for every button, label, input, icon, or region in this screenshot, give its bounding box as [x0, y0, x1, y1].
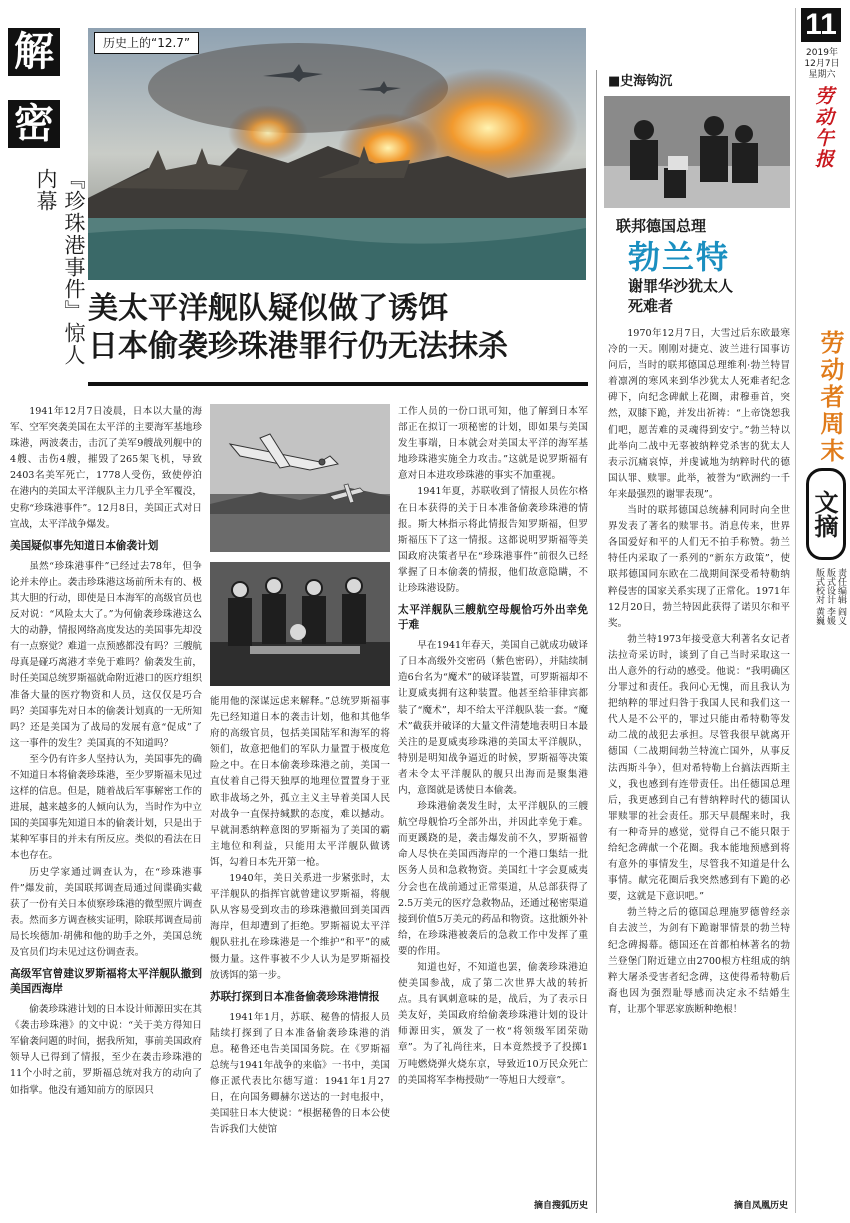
sidebar-para-4: 勃兰特之后的德国总理施罗德曾经亲自去波兰，为剑有下跪谢罪情景的勃兰特纪念碑揭幕。德国还在首都柏林著名的勃兰登堡门附近建立由2700根方柱组成的纳粹大屠杀受害者纪念碑，这使得希特勒后裔也因为强烈耻辱感而决定永不结婚生育，让那个罪恶家族断种绝根！	[608, 907, 790, 1015]
badge-mi: 密	[8, 100, 60, 148]
brandt-photo	[604, 96, 790, 208]
credit-proof: 版式校对 黄巍	[814, 568, 824, 625]
col3-para-2: 1941年夏，苏联收到了情报人员佐尔格在日本获得的关于日本准备偷袭珍珠港的情报。斯大林指示将此情报告知罗斯福，但罗斯福压下了这一情报。这都说明罗斯福等美国政府决策者早在“珍珠港事件”前很久已经掌握了日本偷袭的情报，他们故意隐瞒，不让珍珠港设防。	[398, 486, 588, 595]
col1-subhead-2: 高级军官曾建议罗斯福将太平洋舰队撤到美国西海岸	[10, 968, 202, 996]
sidebar-name: 勃兰特	[628, 238, 731, 276]
col1-para-4: 历史学家通过调查认为，在“珍珠港事件”爆发前，美国联邦调查局通过间谍确实截获了一份有关日本侦察珍珠港的微型照片调查表。然而多方调查核实证明，除联邦调查局前局长埃德加·胡佛和他的助手之外，美国总统及官员们均未见过这份调查表。	[10, 866, 202, 958]
headline-line-2: 日本偷袭珍珠港罪行仍无法抹杀	[88, 329, 508, 364]
staff-credits	[806, 568, 846, 648]
sidebar-kicker: 联邦德国总理	[616, 217, 707, 235]
sidebar-para-3: 勃兰特1973年接受意大利著名女记者法拉奇采访时，谈到了自己当时采取这一出人意外的行动的感受。他说：“我明确区分罪过和责任。我问心无愧，而且我认为把纳粹的罪过归咎于我国人民和我们这一代人是不公平的，罪过只能由希特勒等发动二战的战犯去承担。尽管我很早就离开德国（二战期间勃兰特流亡国外，从事反法西斯斗争），但对希特勒上台搞法西斯主义，我也感到有连带责任。出任德国总理后，我更感到自己有替纳粹时代的德国认罪赎罪的社会责任。那天早晨醒来时，我有一种奇异的感觉，觉得自己不能只限于给纪念碑献一个花圈。我本能地预感到将有意外的事情发生，尽管我不知道是什么事情。献完花圈后我突然感到有下跪的必要，这就是下意识吧。”	[608, 633, 790, 903]
aircraft-photo	[210, 404, 390, 552]
feature-col-2	[210, 694, 390, 1214]
signing-photo	[210, 562, 390, 686]
col3-para-3: 早在1941年春天，美国自己就成功破译了日本高级外交密码（紫色密码），并陆续制造6台名为“魔术”的破译装置，可罗斯福却不让夏威夷拥有这种装置。他甚至给菲律宾都装了“魔术”，却不给太平洋舰队装一套。“魔术”截获并破译的大量文件清楚地表明日本最关注的是夏威夷珍珠港的美国太平洋舰队，特别是明知战争逼近的时候，罗斯福等决策者未令太平洋舰队的舰只出海而是聚集港内，意图就是诱使日本偷袭。	[398, 640, 588, 796]
sidebar-para-1: 1970年12月7日，大雪过后东欧最寒冷的一天。刚刚对捷克、波兰进行国事访问后，当时的联邦德国总理维利·勃兰特冒着凛冽的寒风来到华沙犹太人死难者纪念碑下，向纪念碑献上花圈，肃穆垂首，突然，双膝下跪，并发出祈祷：“上帝饶恕我们吧，愿苦难的灵魂得到安宁。”勃兰特以此举向二战中无辜被纳粹党杀害的犹太人表示沉痛哀悼，并虔诚地为纳粹时代的德国认罪、赎罪。此举，被誉为“欧洲约一千年来最强烈的谢罪表现”。	[608, 328, 790, 500]
col2-subhead-1: 苏联打探到日本准备偷袭珍珠港情报	[210, 990, 380, 1003]
header-divider	[795, 8, 796, 1213]
headline-line-1: 美太平洋舰队疑似做了诱饵	[88, 291, 448, 326]
feature-col-3	[398, 404, 588, 1194]
col1-para-2: 虽然“珍珠港事件”已经过去78年，但争论并未停止。袭击珍珠港这场前所未有的、极其大胆的行动，即使是日本海军的高级官员也反对说：“风险太大了。”为何偷袭珍珠港这么大的动静，情报网络高度发达的美国事先却没有一点察觉？难道一点预感都没有吗？三艘航母真是碰巧离港才幸免于难吗？偷袭发生前，时任美国总统罗斯福就命附近港口的医疗组织准备大量的医疗物资和人员，这仅仅是巧合吗？美国事先对日本的偷袭计划真的一无所知吗？还是美国为了战局的发展有意“促成”了这一事件的发生？美国真的不知道吗？	[10, 560, 202, 749]
painting-art	[88, 28, 586, 280]
sidebar-body	[608, 326, 790, 1192]
signing-photo-art	[210, 562, 390, 686]
section-tag: 文摘	[806, 468, 846, 560]
side-title: 『珍珠港事件』惊人内幕	[34, 168, 86, 366]
col1-subhead-1: 美国疑似事先知道日本偷袭计划	[10, 539, 159, 552]
headline	[88, 290, 588, 386]
col2-para-3: 1941年1月，苏联、秘鲁的情报人员陆续打探到了日本准备偷袭珍珠港的消息。秘鲁还电告美国国务院。在《罗斯福总统与1941年战争的来临》一书中，美国修正派代表比尔德写道：1941年1月27日，在向国务卿赫尔送达的一封电报中，美国驻日本大使说：“根据秘鲁的日本公使告诉我们大使馆	[210, 1011, 390, 1136]
sidebar-label: ■史海钩沉	[608, 74, 673, 89]
sidebar-para-2: 当时的联邦德国总统赫利同时向全世界发表了著名的赎罪书。消息传来，世界各国爱好和平的人们无不拍手称赞。勃兰特任内采取了一系列的“新东方政策”，使联邦德国同东欧在二战期间深受希特勒纳粹侵害的国家关系实现了正常化。1971年12月20日，勃兰特因此获得了诺贝尔和平奖。	[608, 505, 790, 629]
col1-para-3: 至今仍有许多人坚持认为，美国事先的确不知道日本将偷袭珍珠港，至少罗斯福未见过这样的信息。但是，随着战后军事解密工作的进展，越来越多的人倾向认为，当时作为中立国的美国事先知道日本的偷袭计划，只是出于某种军事目的并未有所反应。类似的看法在日本也存在。	[10, 753, 202, 862]
credit-design: 版式设计 李媛	[825, 568, 835, 625]
col1-para-1: 1941年12月7日凌晨，日本以大量的海军、空军突袭美国在太平洋的主要海军基地珍珠港，两波袭击，击沉了美军9艘战列舰中的4艘、击伤4艘，摧毁了265架飞机，导致2403名美军死亡，1778人受伤，致使停泊在港内的美国太平洋舰队主力几乎全军覆没，史称“珍珠港事件”。12月8日，美国正式对日宣战，太平洋战争爆发。	[10, 406, 202, 530]
section-title: 劳动者周末	[816, 330, 844, 465]
col3-para-5: 知道也好，不知道也罢，偷袭珍珠港迫使美国参战，成了第二次世界大战的转折点。具有讽刺意味的是，战后，为了表示日美友好，美国政府给偷袭珍珠港计划的设计师源田实，颁发了一枚“将领级军团荣勋章”。为了礼尚往来，日本竟然授予了投掷1万吨燃烧弹火烧东京，导致近10万民众死亡的美国将军李梅授勋“一等旭日大绶章”。	[398, 962, 588, 1086]
column-divider	[596, 70, 597, 1213]
sidebar-subtitle-2: 死难者	[628, 297, 674, 315]
col3-subhead-1: 太平洋舰队三艘航空母舰恰巧外出幸免于难	[398, 604, 588, 632]
feature-col-1	[10, 404, 202, 1214]
col2-para-2: 1940年，美日关系进一步紧张时，太平洋舰队的指挥官就曾建议罗斯福，将舰队从容易受到攻击的珍珠港撤回到美国西海岸，但却遭到了拒绝。罗斯福说太平洋舰队驻扎在珍珠港是一个维护“和平”的威慑力量。这件事被不少人认为是罗斯福投放诱饵的第一步。	[210, 873, 390, 981]
credit-editor: 责任编辑 阎义	[836, 568, 846, 625]
issue-date: 2019年 12月7日 星期六	[804, 48, 840, 80]
col3-para-4: 珍珠港偷袭发生时，太平洋舰队的三艘航空母舰恰巧全部外出，并因此幸免于难。而更蹊跷的是，袭击爆发前不久，罗斯福曾命人尽快在美国西海岸的一个港口集结一批医务人员和急救物资。美国红十字会夏威夷分会也在战前通过正常渠道，从总部获得了2.5万美元的医疗急救物品，还通过秘密渠道接到价值5万美元的药品和物资。这批额外补给，在珍珠港被袭后的急救工作中发挥了重要的作用。	[398, 801, 588, 957]
col2-para-1: 能用他的深谋远虑来解释。”总统罗斯福事先已经知道日本的袭击计划，他和其他华府的高级官员，包括美国陆军和海军的将领们，故意把他们的军队力量置于极度危险之中。在日本偷袭珍珠港之前，美国一直仗着自己得天独厚的地理位置置身于亚欧非战场之外，孤立主义主导着美国人民对战争一直保持缄默的态度，难以撼动。早就洞悉纳粹意图的罗斯福为了美国的霸主地位和利益，只能用太平洋舰队做诱饵，勾着日本先开第一枪。	[210, 696, 390, 868]
sidebar-source: 摘自凤凰历史	[733, 1201, 788, 1211]
col3-para-1: 工作人员的一份口讯可知，他了解到日本军部正在拟订一项秘密的计划，即如果与美国发生事端，日本就会对美国太平洋的海军基地珍珠港实施全力攻击。”这就是说罗斯福有意对日本进攻珍珠港的事实不加重视。	[398, 406, 588, 482]
sidebar-subtitle-1: 谢罪华沙犹太人	[628, 277, 734, 295]
col1-para-5: 偷袭珍珠港计划的日本设计师源田实在其《袭击珍珠港》的文中说：“关于美方得知日军偷袭问题的时间，据我所知，事前美国政府领导人已得到了情报，至少在袭击珍珠港的11个小时之前，罗斯福总统对我方的动向了如指掌。他没有通知前方的原因只	[10, 1004, 202, 1096]
history-tag: 历史上的“12.7”	[94, 32, 199, 54]
page-number: 11	[801, 8, 841, 42]
feature-source: 摘自搜狐历史	[533, 1201, 588, 1211]
badge-jie: 解	[8, 28, 60, 76]
brandt-photo-art	[604, 96, 790, 208]
pearl-harbor-painting	[88, 28, 586, 280]
aircraft-photo-art	[210, 404, 390, 552]
paper-logo: 劳动午报	[812, 86, 834, 170]
